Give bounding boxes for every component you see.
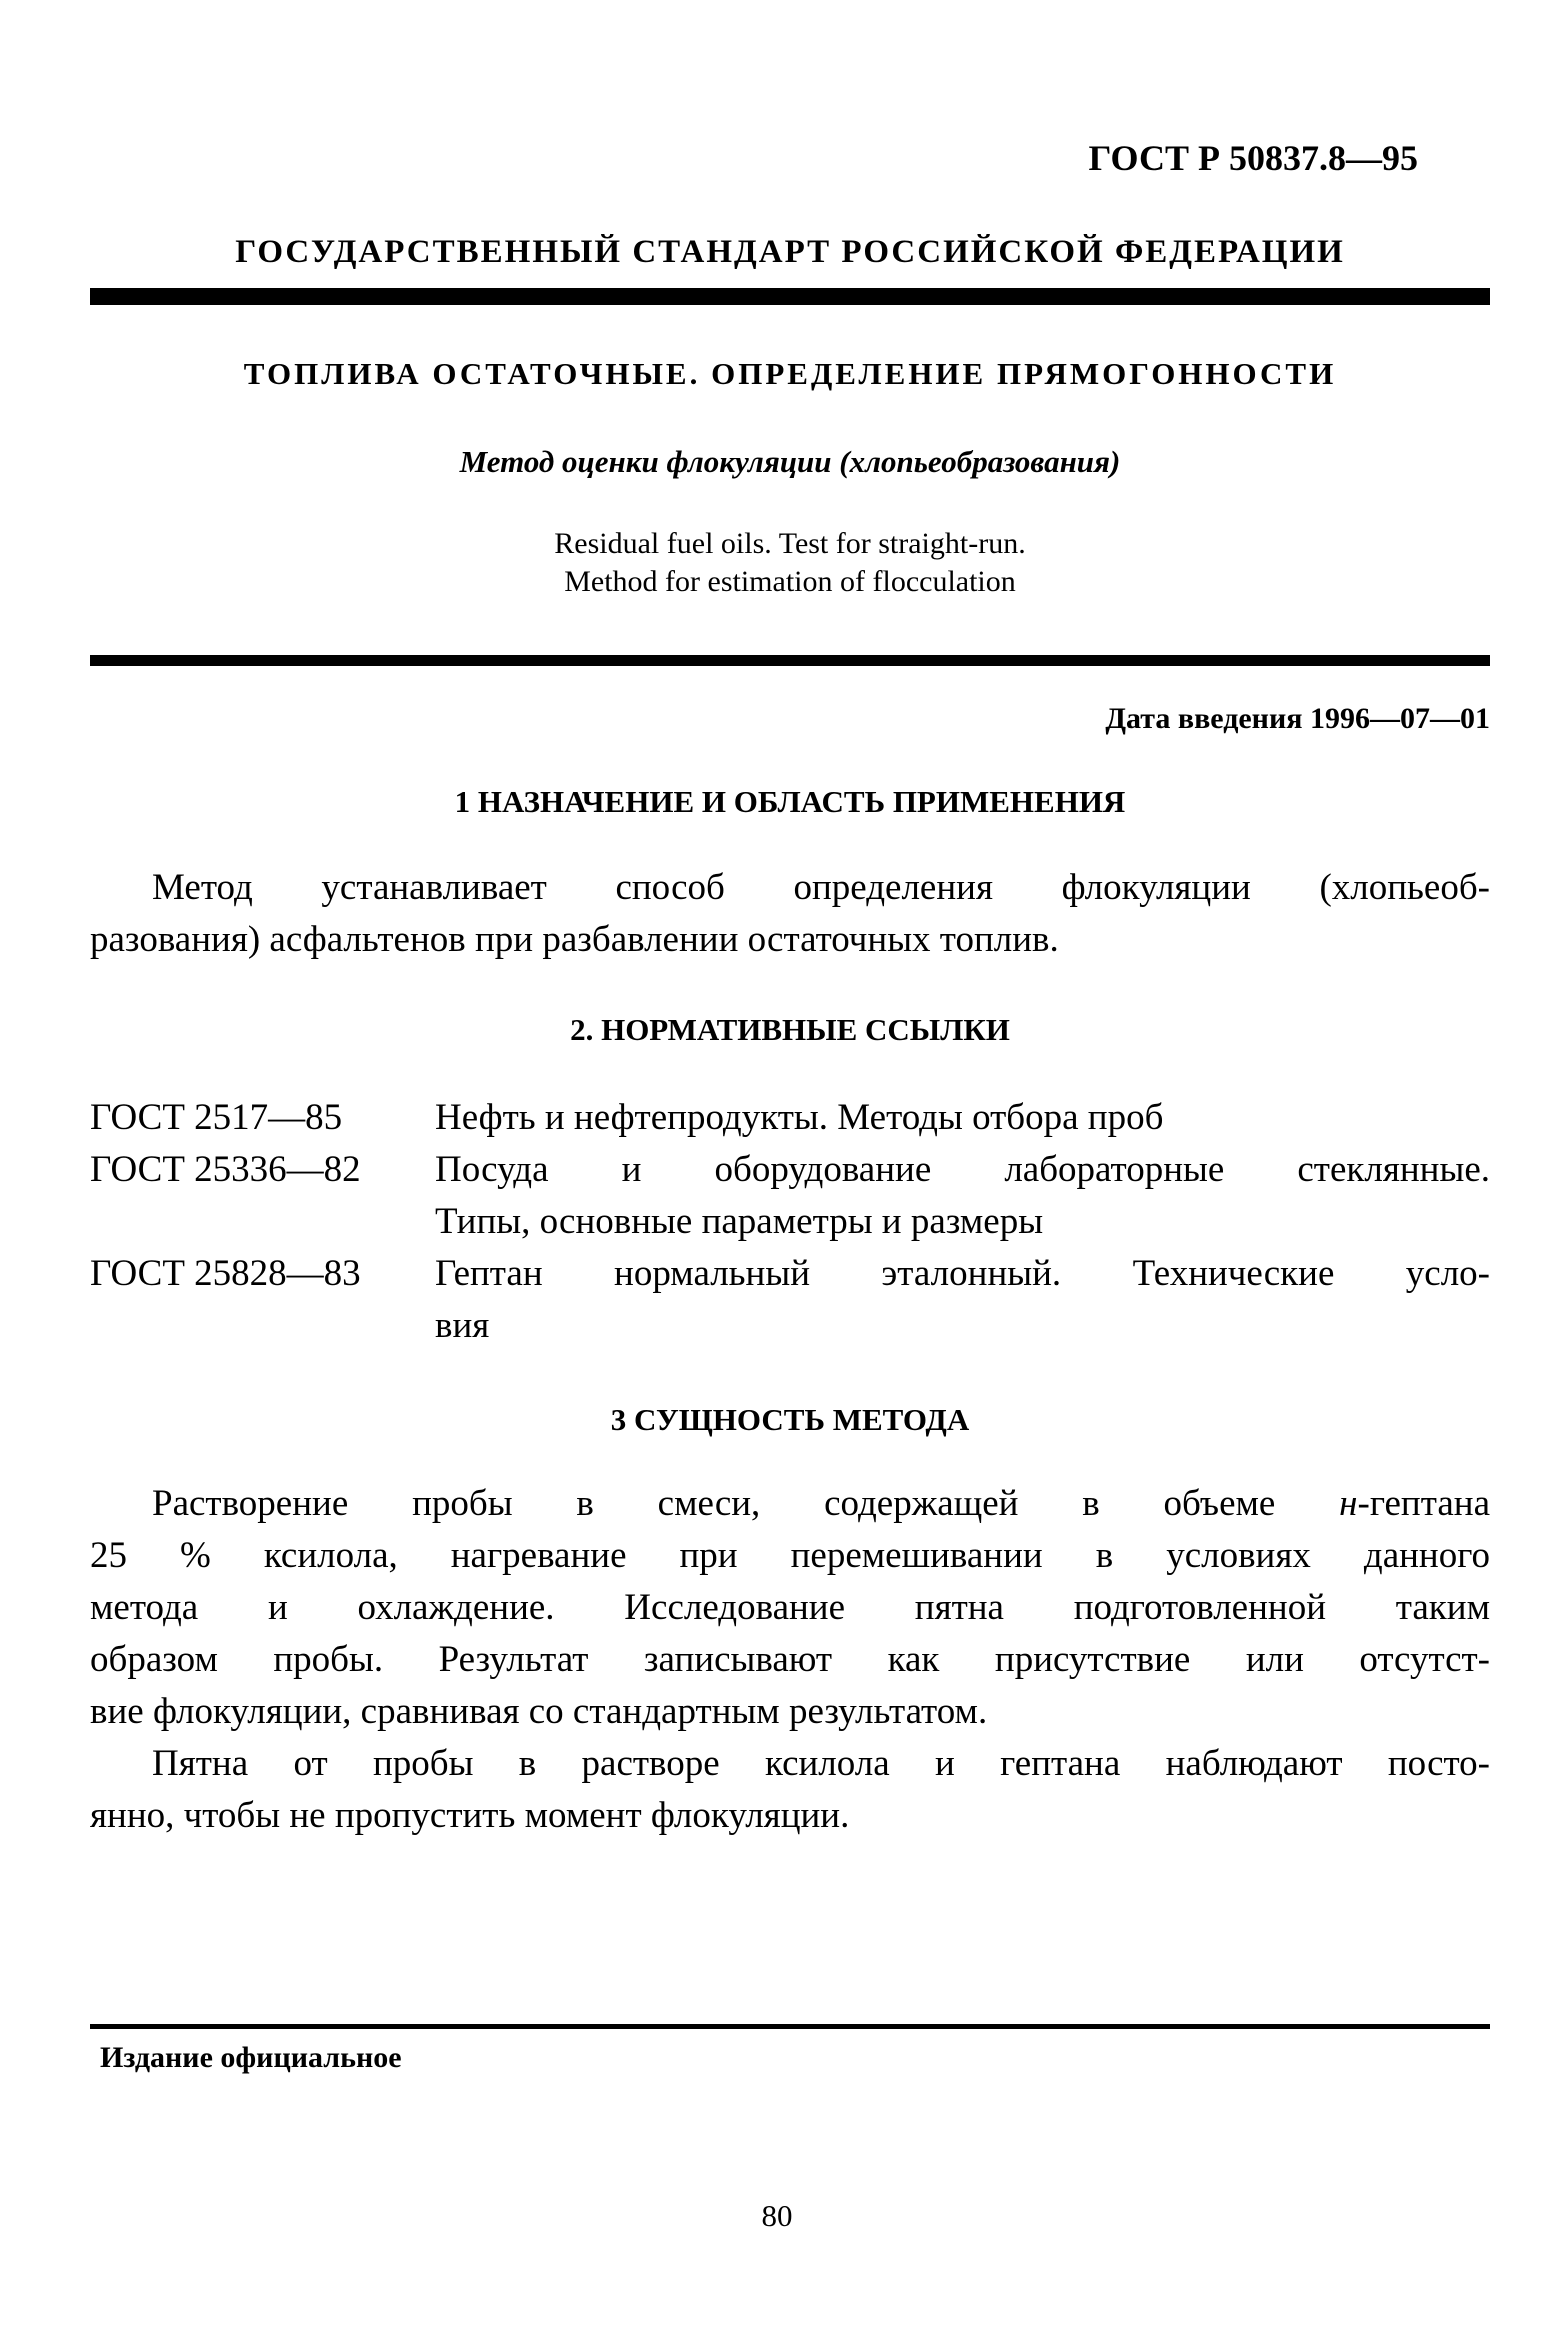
section-2-heading: 2. НОРМАТИВНЫЕ ССЫЛКИ [570,1012,1010,1047]
effective-date: Дата введения 1996—07—01 [1105,702,1490,735]
text-line: вие флокуляции, сравнивая со стандартным результатом. [90,1691,988,1732]
section-3-heading: 3 СУЩНОСТЬ МЕТОДА [610,1402,970,1437]
text-line: 25 % ксилола, нагревание при перемешивании в условиях данного [90,1535,1490,1576]
reference-row [90,1144,1490,1248]
reference-text [435,1144,1490,1248]
section-1-paragraph [90,862,1490,966]
text-line: Нефть и нефтепродукты. Методы отбора проб [435,1097,1164,1138]
text-line: Посуда и оборудование лабораторные стеклянные. [435,1149,1490,1190]
text-line: Method for estimation of flocculation [564,565,1016,598]
footer-rule [90,2024,1490,2029]
text-line: Residual fuel oils. Test for straight-run. [554,527,1026,560]
doc-title-en [90,525,1490,601]
reference-label: ГОСТ 25336—82 [90,1149,361,1190]
text-line: вия [435,1305,490,1346]
reference-row [90,1092,1490,1144]
text-line: образом пробы. Результат записывают как присутствие или отсутст- [90,1639,1490,1680]
text-line: разования) асфальтенов при разбавлении остаточных топлив. [90,919,1059,960]
text-line: Растворение пробы в смеси, содержащей в объеме н-гептана [152,1483,1490,1524]
doc-title-ru: ТОПЛИВА ОСТАТОЧНЫЕ. ОПРЕДЕЛЕНИЕ ПРЯМОГОННОСТИ [243,356,1337,391]
page-number: 80 [761,2198,793,2233]
text-line: Метод устанавливает способ определения флокуляции (хлопьеоб- [152,867,1490,908]
official-edition-note: Издание официальное [100,2041,402,2074]
section-scope [90,784,1490,966]
divider-rule-top [90,288,1490,305]
reference-label: ГОСТ 25828—83 [90,1253,361,1294]
text-line: Типы, основные параметры и размеры [435,1201,1044,1242]
section-essence [90,1402,1490,1842]
section-1-heading: 1 НАЗНАЧЕНИЕ И ОБЛАСТЬ ПРИМЕНЕНИЯ [454,784,1126,819]
text-line: метода и охлаждение. Исследование пятна подготовленной таким [90,1587,1490,1628]
reference-text [435,1248,1490,1352]
reference-label: ГОСТ 2517—85 [90,1097,343,1138]
text-line: янно, чтобы не пропустить момент флокуляции. [90,1795,850,1836]
section-3-paragraph-2 [90,1738,1490,1842]
reference-row [90,1248,1490,1352]
references-list [90,1092,1490,1352]
section-references [90,1012,1490,1352]
divider-rule-mid [90,655,1490,666]
text-line: Гептан нормальный эталонный. Технические усло- [435,1253,1490,1294]
reference-text [435,1092,1490,1144]
text-line: Пятна от пробы в растворе ксилола и гептана наблюдают посто- [152,1743,1490,1784]
section-3-paragraph-1 [90,1478,1490,1738]
standard-label: ГОСУДАРСТВЕННЫЙ СТАНДАРТ РОССИЙСКОЙ ФЕДЕРАЦИИ [235,234,1345,270]
doc-number: ГОСТ Р 50837.8—95 [1088,138,1418,178]
doc-subtitle-ru: Метод оценки флокуляции (хлопьеобразования) [459,444,1121,479]
